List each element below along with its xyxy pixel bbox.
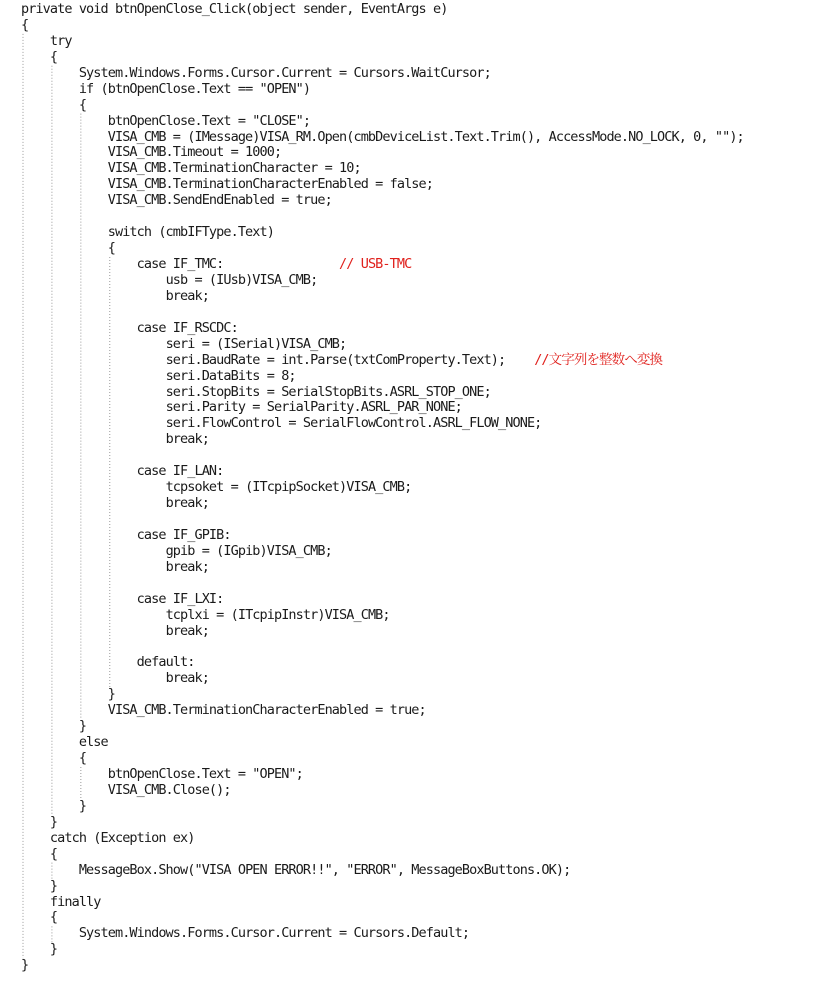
code-block[interactable] <box>21 2 838 974</box>
code-text: gpib = (IGpib)VISA_CMB; <box>165 542 332 559</box>
code-text: VISA_CMB.TerminationCharacterEnabled = true; <box>107 702 426 719</box>
code-text: break; <box>165 558 209 575</box>
line-indent <box>21 352 166 368</box>
code-line[interactable] <box>21 464 838 480</box>
line-indent <box>21 176 108 192</box>
code-line[interactable] <box>21 767 838 783</box>
code-text: } <box>107 686 115 703</box>
code-line[interactable] <box>21 50 838 66</box>
line-indent <box>21 65 79 81</box>
code-line[interactable] <box>21 863 838 879</box>
line-indent <box>21 272 166 288</box>
code-line[interactable] <box>21 34 838 50</box>
code-text: break; <box>165 495 209 512</box>
line-indent <box>21 543 166 559</box>
code-text: seri = (ISerial)VISA_CMB; <box>165 335 347 352</box>
code-line[interactable] <box>21 815 838 831</box>
code-text: catch (Exception ex) <box>49 829 195 846</box>
code-text: { <box>107 240 115 257</box>
code-line[interactable] <box>21 209 838 225</box>
code-comment: //文字列を整数へ変換 <box>534 351 663 368</box>
line-indent <box>21 734 79 750</box>
code-text: case IF_TMC: <box>136 256 224 272</box>
line-indent <box>21 798 79 814</box>
code-text: usb = (IUsb)VISA_CMB; <box>165 271 318 288</box>
code-line[interactable] <box>21 942 838 958</box>
code-text: MessageBox.Show("VISA OPEN ERROR!!", "ERROR", MessageBoxButtons.OK); <box>78 861 571 878</box>
line-indent <box>21 384 166 400</box>
code-line[interactable] <box>21 560 838 576</box>
code-text: tcplxi = (ITcpipInstr)VISA_CMB; <box>165 606 390 623</box>
line-indent <box>21 670 166 686</box>
code-line[interactable] <box>21 114 838 130</box>
code-line[interactable] <box>21 193 838 209</box>
code-line[interactable] <box>21 2 838 18</box>
line-indent <box>21 144 108 160</box>
line-indent <box>21 368 166 384</box>
code-text: seri.BaudRate = int.Parse(txtComProperty.Text); <box>165 351 506 368</box>
code-text: VISA_CMB.Close(); <box>107 781 231 798</box>
comment-spacing <box>505 352 534 368</box>
code-text: break; <box>165 287 209 304</box>
code-line[interactable] <box>21 66 838 82</box>
line-indent <box>21 33 50 49</box>
code-text: VISA_CMB.TerminationCharacterEnabled = false; <box>107 176 433 193</box>
line-indent <box>21 415 166 431</box>
code-line[interactable] <box>21 640 838 656</box>
line-indent <box>21 750 79 766</box>
line-indent <box>21 527 137 543</box>
code-text: { <box>78 96 87 113</box>
code-text: } <box>78 718 87 735</box>
code-text: else <box>78 734 108 751</box>
code-line[interactable] <box>21 385 838 401</box>
code-text: default: <box>136 654 195 671</box>
line-indent <box>21 49 50 65</box>
code-text: seri.DataBits = 8; <box>165 367 296 384</box>
line-indent <box>21 782 108 798</box>
code-line[interactable] <box>21 655 838 671</box>
code-text: case IF_RSCDC: <box>136 319 238 336</box>
line-indent <box>21 192 108 208</box>
line-indent <box>21 431 166 447</box>
code-text: } <box>49 941 58 958</box>
code-line[interactable] <box>21 910 838 926</box>
code-line[interactable] <box>21 544 838 560</box>
line-indent <box>21 814 50 830</box>
code-line[interactable] <box>21 512 838 528</box>
line-indent <box>21 591 137 607</box>
code-line[interactable] <box>21 321 838 337</box>
code-text: private void btnOpenClose_Click(object sender, EventArgs e) <box>21 1 448 17</box>
code-line[interactable] <box>21 480 838 496</box>
code-line[interactable] <box>21 751 838 767</box>
line-indent <box>21 830 50 846</box>
line-indent <box>21 81 79 97</box>
line-indent <box>21 256 137 272</box>
code-text: VISA_CMB.SendEndEnabled = true; <box>107 192 332 209</box>
line-indent <box>21 909 50 925</box>
code-text: tcpsoket = (ITcpipSocket)VISA_CMB; <box>165 479 412 496</box>
line-indent <box>21 941 50 957</box>
code-line[interactable] <box>21 82 838 98</box>
code-line[interactable] <box>21 353 838 369</box>
code-line[interactable] <box>21 879 838 895</box>
code-line[interactable] <box>21 416 838 432</box>
code-line[interactable] <box>21 592 838 608</box>
code-line[interactable] <box>21 624 838 640</box>
code-text: switch (cmbIFType.Text) <box>107 224 274 241</box>
code-line[interactable] <box>21 337 838 353</box>
code-text: seri.FlowControl = SerialFlowControl.ASRL_FLOW_NONE; <box>165 415 542 432</box>
line-indent <box>21 113 108 129</box>
code-line[interactable] <box>21 799 838 815</box>
code-line[interactable] <box>21 719 838 735</box>
code-line[interactable] <box>21 895 838 911</box>
code-line[interactable] <box>21 273 838 289</box>
line-indent <box>21 718 79 734</box>
code-text: } <box>49 813 58 830</box>
code-text: VISA_CMB = (IMessage)VISA_RM.Open(cmbDeviceList.Text.Trim(), AccessMode.NO_LOCK, 0, ""); <box>107 128 744 145</box>
code-text: } <box>78 797 87 814</box>
line-indent <box>21 320 137 336</box>
line-indent <box>21 925 79 941</box>
code-line[interactable] <box>21 783 838 799</box>
code-text: btnOpenClose.Text = "OPEN"; <box>107 766 303 782</box>
line-indent <box>21 862 79 878</box>
code-text: { <box>49 909 58 926</box>
code-line[interactable] <box>21 671 838 687</box>
code-line[interactable] <box>21 831 838 847</box>
code-line[interactable] <box>21 703 838 719</box>
line-indent <box>21 559 166 575</box>
line-indent <box>21 686 108 702</box>
line-indent <box>21 399 166 415</box>
code-line[interactable] <box>21 687 838 703</box>
line-indent <box>21 463 137 479</box>
code-text: } <box>21 957 29 974</box>
code-line[interactable] <box>21 305 838 321</box>
line-indent <box>21 224 108 240</box>
code-line[interactable] <box>21 576 838 592</box>
code-line[interactable] <box>21 177 838 193</box>
line-indent <box>21 607 166 623</box>
code-line[interactable] <box>21 225 838 241</box>
code-line[interactable] <box>21 241 838 257</box>
line-indent <box>21 702 108 718</box>
code-line[interactable] <box>21 130 838 146</box>
code-text: System.Windows.Forms.Cursor.Current = Cursors.WaitCursor; <box>78 64 491 81</box>
code-line[interactable] <box>21 289 838 305</box>
code-line[interactable] <box>21 528 838 544</box>
code-line[interactable] <box>21 400 838 416</box>
code-text: btnOpenClose.Text = "CLOSE"; <box>107 112 311 129</box>
code-line[interactable] <box>21 145 838 161</box>
line-indent <box>21 878 50 894</box>
line-indent <box>21 160 108 176</box>
code-text: } <box>49 877 58 894</box>
code-text: { <box>21 16 29 33</box>
code-text: { <box>49 845 58 862</box>
line-indent <box>21 654 137 670</box>
code-text: seri.StopBits = SerialStopBits.ASRL_STOP_ONE; <box>165 383 491 400</box>
line-indent <box>21 495 166 511</box>
code-line[interactable] <box>21 958 838 974</box>
code-text: case IF_LAN: <box>136 463 224 480</box>
code-text: case IF_GPIB: <box>136 526 231 543</box>
code-line[interactable] <box>21 257 838 273</box>
code-line[interactable] <box>21 98 838 114</box>
code-text: try <box>49 32 72 49</box>
line-indent <box>21 336 166 352</box>
line-indent <box>21 846 50 862</box>
code-line[interactable] <box>21 18 838 34</box>
code-text: case IF_LXI: <box>136 590 224 607</box>
line-indent <box>21 97 79 113</box>
code-text: seri.Parity = SerialParity.ASRL_PAR_NONE; <box>165 399 462 416</box>
code-line[interactable] <box>21 735 838 751</box>
line-indent <box>21 623 166 639</box>
code-line[interactable] <box>21 608 838 624</box>
line-indent <box>21 129 108 145</box>
code-line[interactable] <box>21 448 838 464</box>
line-indent <box>21 766 108 782</box>
code-line[interactable] <box>21 496 838 512</box>
code-text: { <box>49 48 58 65</box>
code-text: break; <box>165 670 209 687</box>
code-text: VISA_CMB.TerminationCharacter = 10; <box>107 160 361 177</box>
code-line[interactable] <box>21 847 838 863</box>
line-indent <box>21 479 166 495</box>
line-indent <box>21 288 166 304</box>
code-line[interactable] <box>21 161 838 177</box>
code-line[interactable] <box>21 369 838 385</box>
code-text: System.Windows.Forms.Cursor.Current = Cursors.Default; <box>78 925 470 942</box>
code-text: { <box>78 750 87 767</box>
code-text: break; <box>165 431 209 448</box>
comment-spacing <box>223 256 339 272</box>
code-line[interactable] <box>21 432 838 448</box>
code-text: break; <box>165 622 209 639</box>
line-indent <box>21 894 50 910</box>
line-indent <box>21 240 108 256</box>
code-text: if (btnOpenClose.Text == "OPEN") <box>78 80 311 97</box>
code-line[interactable] <box>21 926 838 942</box>
code-comment: // USB-TMC <box>339 256 412 272</box>
code-text: finally <box>49 893 101 910</box>
code-text: VISA_CMB.Timeout = 1000; <box>107 144 282 161</box>
